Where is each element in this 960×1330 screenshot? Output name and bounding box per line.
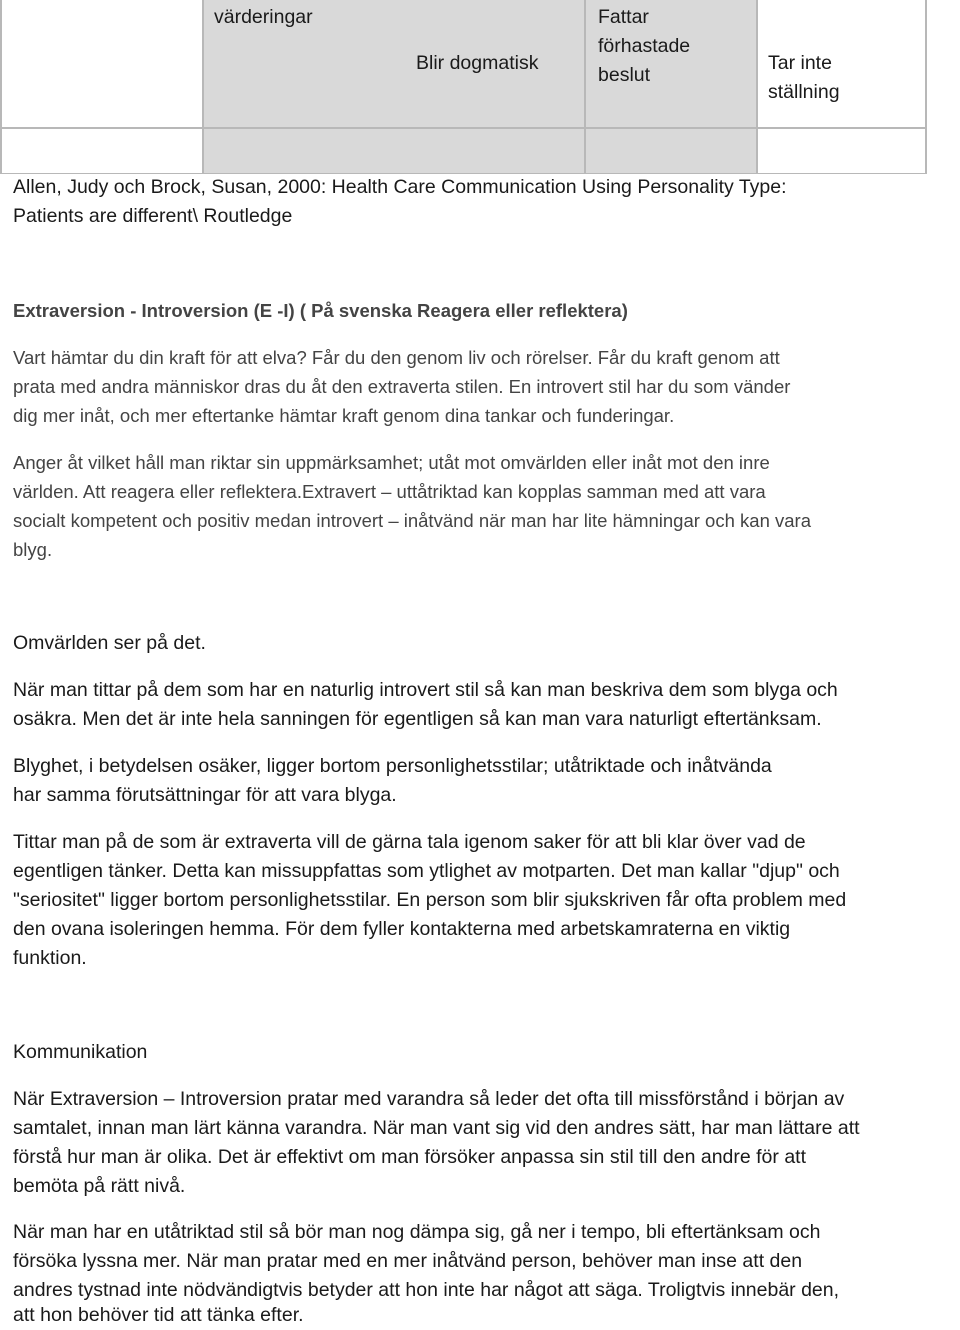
table-cell-text: Fattar — [598, 6, 649, 28]
table-cell-shaded — [204, 129, 756, 173]
paragraph-line: försöka lyssna mer. När man pratar med en mer inåtvänd person, behöver man inse att den — [13, 1250, 803, 1272]
table-cell-text: förhastade — [598, 35, 691, 57]
paragraph-line: prata med andra människor dras du åt den extraverta stilen. En introvert stil har du som vänder — [13, 376, 791, 397]
table-cell-text: beslut — [598, 64, 651, 86]
table-cell-text: ställning — [768, 81, 840, 103]
paragraph-line: blyg. — [13, 539, 53, 560]
table-border — [925, 0, 927, 174]
table-border — [584, 0, 586, 174]
paragraph-line: När man tittar på dem som har en naturlig introvert stil så kan man beskriva dem som blyga och — [13, 679, 838, 701]
reference-line: Patients are different\ Routledge — [13, 205, 293, 227]
table-cell-text: Tar inte — [768, 52, 832, 74]
paragraph-line: har samma förutsättningar för att vara blyga. — [13, 784, 397, 806]
paragraph-line: Anger åt vilket håll man riktar sin uppmärksamhet; utåt mot omvärlden eller inåt mot den inre — [13, 452, 770, 473]
paragraph-line: Vart hämtar du din kraft för att elva? Får du den genom liv och rörelser. Får du kraft genom att — [13, 347, 780, 368]
paragraph-line: den ovana isoleringen hemma. För dem fyller kontakterna med arbetskamraterna en viktig — [13, 918, 791, 940]
paragraph-line: andres tystnad inte nödvändigtvis betyder att hon inte har något att säga. Troligtvis innebär den, — [13, 1279, 840, 1301]
table-border — [0, 0, 2, 174]
paragraph-line: bemöta på rätt nivå. — [13, 1175, 186, 1197]
paragraph-line: När man har en utåtriktad stil så bör man nog dämpa sig, gå ner i tempo, bli eftertänksam och — [13, 1221, 821, 1243]
paragraph-line: När Extraversion – Introversion pratar med varandra så leder det ofta till missförstånd i början av — [13, 1088, 845, 1110]
paragraph-line: socialt kompetent och positiv medan introvert – inåtvänd när man har lite hämningar och kan vara — [13, 510, 811, 531]
paragraph-line: Tittar man på de som är extraverta vill de gärna tala igenom saker för att bli klar över vad de — [13, 831, 806, 853]
section-heading: Omvärlden ser på det. — [13, 632, 206, 654]
table-border — [0, 127, 927, 129]
paragraph-line: världen. Att reagera eller reflektera.Extravert – uttåtriktad kan kopplas samman med att vara — [13, 481, 766, 502]
paragraph-line: egentligen tänker. Detta kan missuppfattas som ytlighet av motparten. Det man kallar "djup" och — [13, 860, 840, 882]
table-cell-text: värderingar — [214, 6, 313, 28]
paragraph-line: dig mer inåt, och mer eftertanke hämtar kraft genom dina tankar och funderingar. — [13, 405, 675, 426]
section-heading: Extraversion - Introversion (E -I) ( På svenska Reagera eller reflektera) — [13, 300, 628, 321]
table-border — [202, 0, 204, 174]
paragraph-line: osäkra. Men det är inte hela sanningen för egentligen så kan man vara naturligt eftertänksam. — [13, 708, 822, 730]
paragraph-line: funktion. — [13, 947, 87, 969]
table-cell-text: Blir dogmatisk — [416, 52, 539, 74]
reference-line: Allen, Judy och Brock, Susan, 2000: Health Care Communication Using Personality Type: — [13, 176, 787, 198]
table-border — [756, 0, 758, 174]
paragraph-line: att hon behöver tid att tänka efter. — [13, 1304, 304, 1326]
paragraph-line: "seriositet" ligger bortom personlighetsstilar. En person som blir sjukskriven får ofta problem med — [13, 889, 847, 911]
section-heading: Kommunikation — [13, 1041, 148, 1063]
paragraph-line: förstå hur man är olika. Det är effektivt om man försöker anpassa sin stil till den andre för att — [13, 1146, 806, 1168]
paragraph-line: samtalet, innan man lärt känna varandra. När man vant sig vid den andres sätt, har man lättare att — [13, 1117, 860, 1139]
paragraph-line: Blyghet, i betydelsen osäker, ligger bortom personlighetsstilar; utåtriktade och inåtvända — [13, 755, 772, 777]
